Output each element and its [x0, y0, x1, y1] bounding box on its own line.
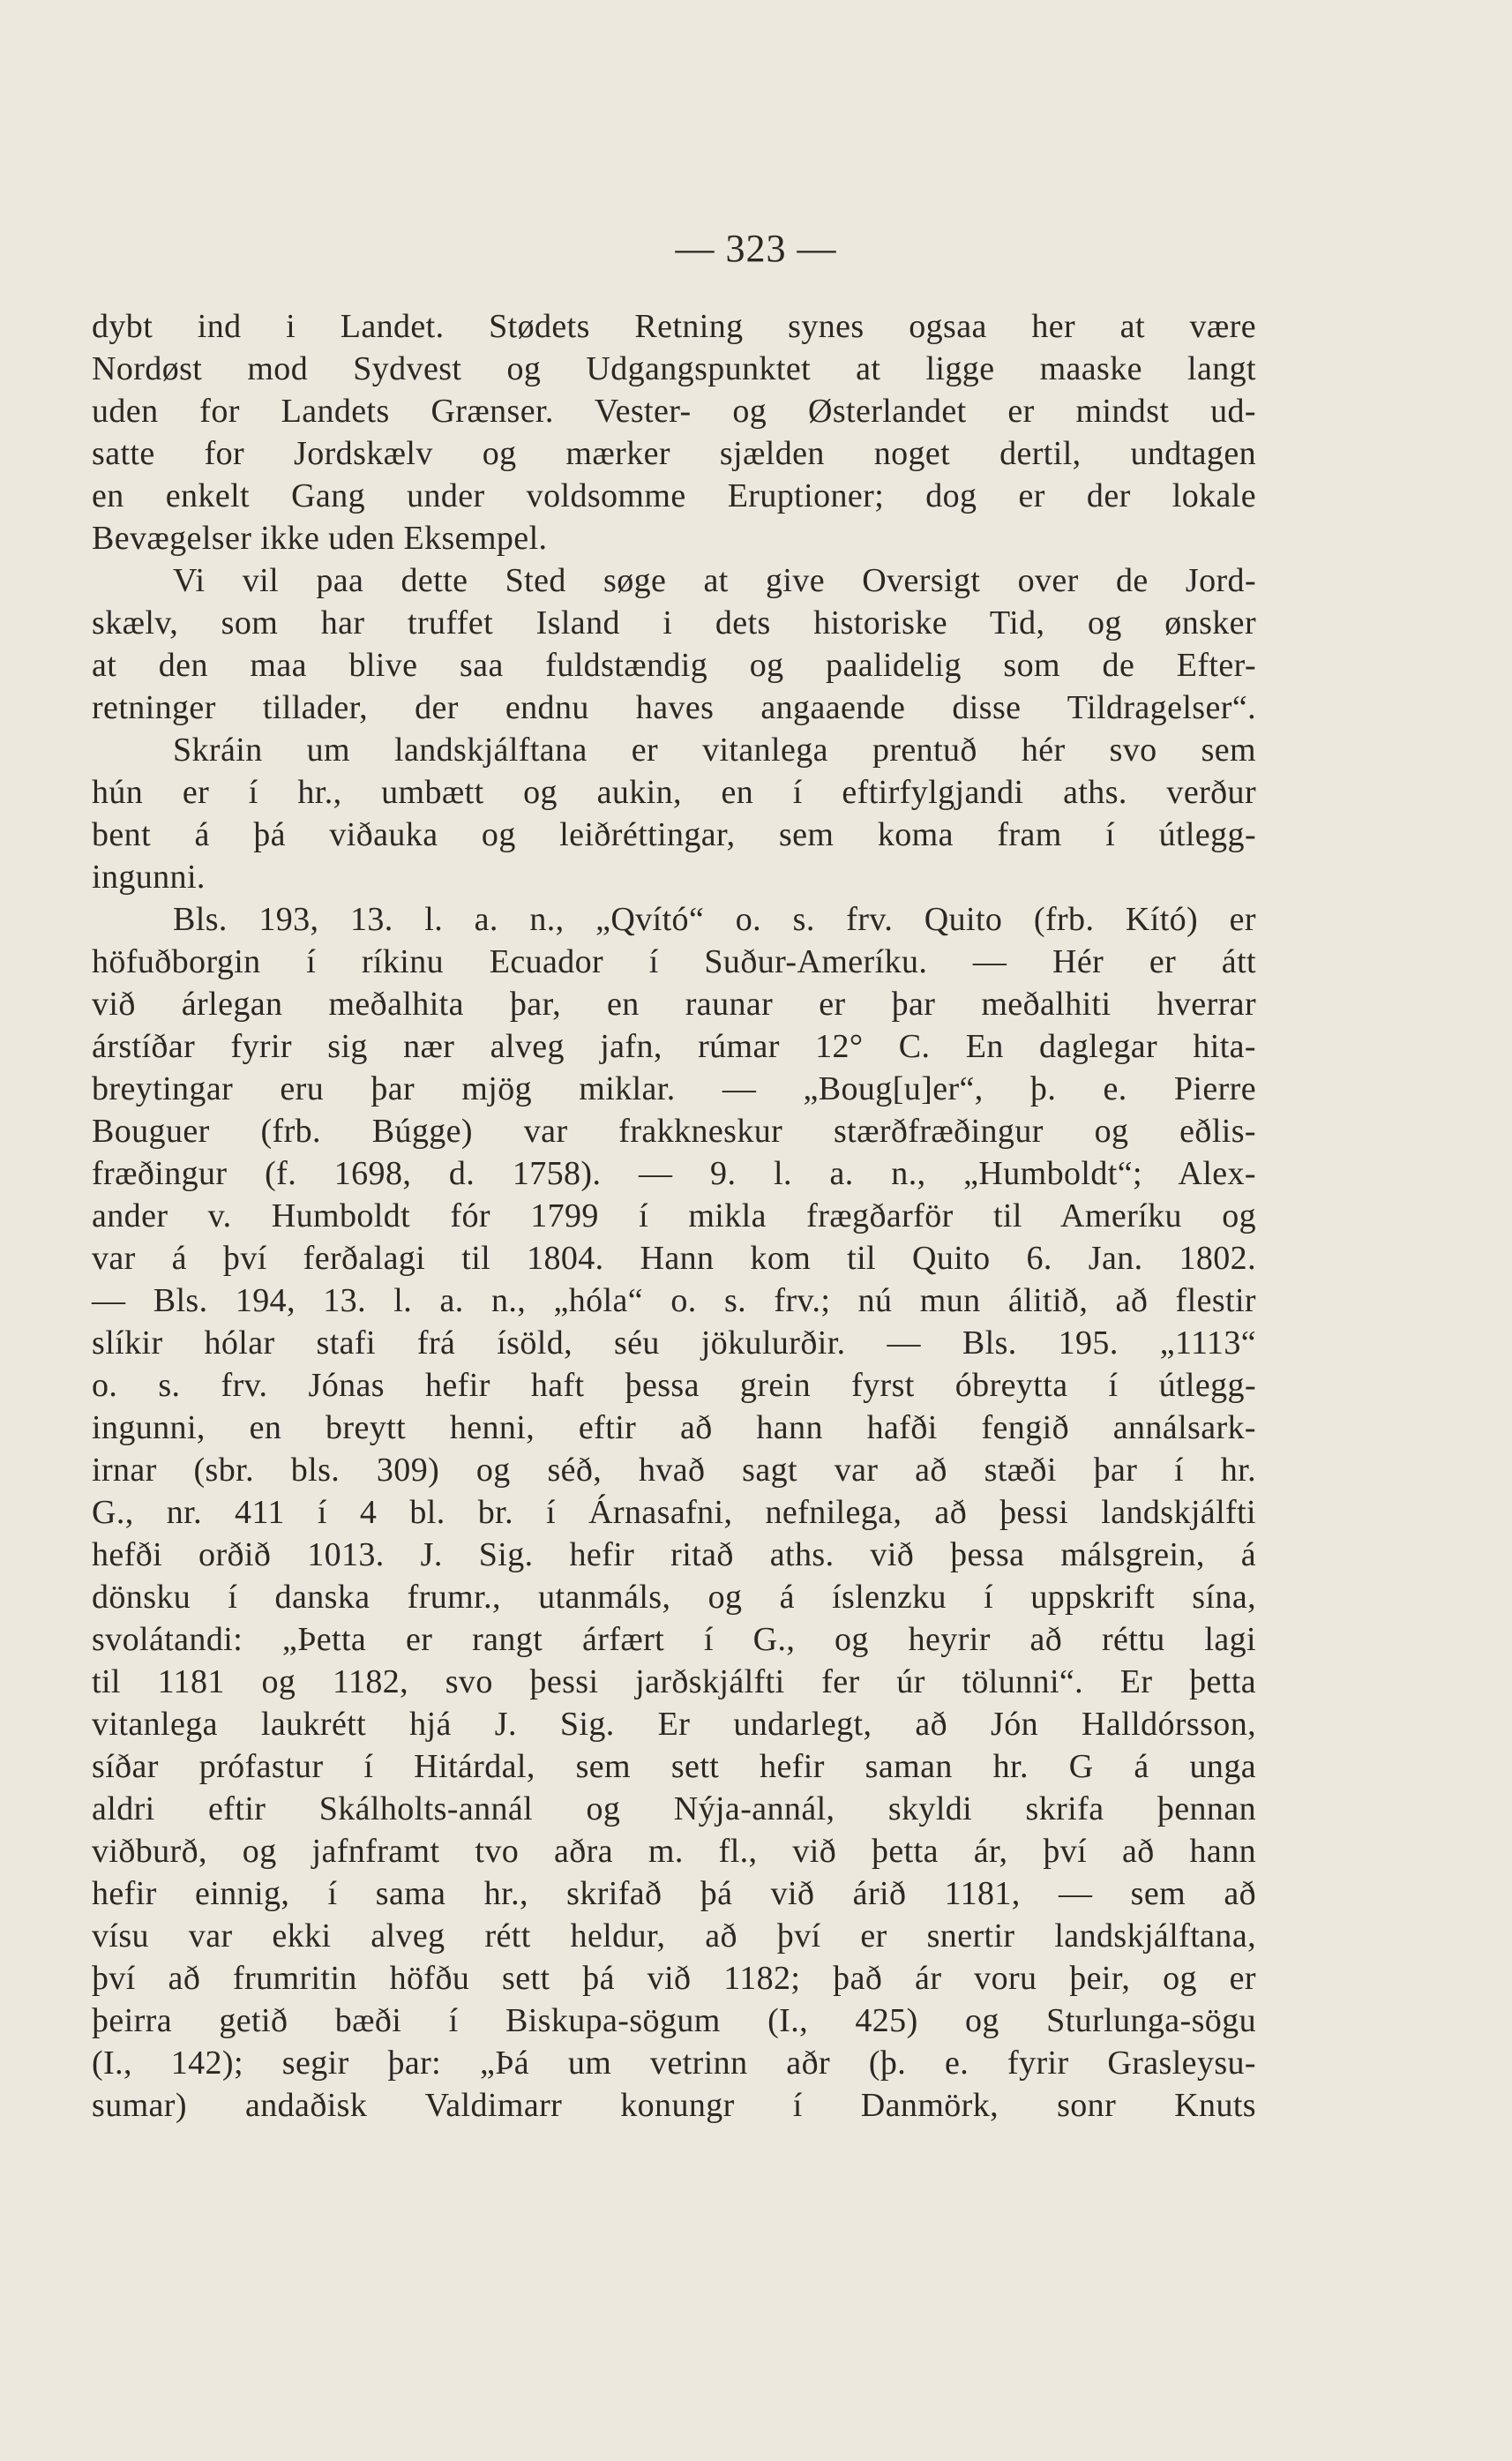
text-line: þeirra getið bæði í Biskupa-sögum (I., 425) og Sturlunga-sögu [92, 2002, 1256, 2039]
text-line: hefði orðið 1013. J. Sig. hefir ritað aths. við þessa málsgrein, á [92, 1536, 1256, 1573]
text-line: sumar) andaðisk Valdimarr konungr í Danmörk, sonr Knuts [92, 2087, 1256, 2124]
text-line: ingunni, en breytt henni, eftir að hann hafði fengið annálsark- [92, 1409, 1256, 1446]
text-line: satte for Jordskælv og mærker sjælden noget dertil, undtagen [92, 435, 1256, 472]
text-line: fræðingur (f. 1698, d. 1758). — 9. l. a. n., „Humboldt“; Alex- [92, 1155, 1256, 1192]
text-line: Nordøst mod Sydvest og Udgangspunktet at ligge maaske langt [92, 350, 1256, 387]
text-line: hún er í hr., umbætt og aukin, en í eftirfylgjandi aths. verður [92, 774, 1256, 811]
text-line: Skráin um landskjálftana er vitanlega prentuð hér svo sem [173, 732, 1256, 769]
body-text [92, 305, 1256, 2127]
text-line: Bls. 193, 13. l. a. n., „Qvító“ o. s. frv. Quito (frb. Kító) er [173, 901, 1256, 938]
text-line: til 1181 og 1182, svo þessi jarðskjálfti fer úr tölunni“. Er þetta [92, 1663, 1256, 1700]
text-line: vísu var ekki alveg rétt heldur, að því er snertir landskjálftana, [92, 1917, 1256, 1955]
text-line: höfuðborgin í ríkinu Ecuador í Suður-Ameríku. — Hér er átt [92, 943, 1256, 980]
text-line: o. s. frv. Jónas hefir haft þessa grein fyrst óbreytta í útlegg- [92, 1367, 1256, 1404]
text-line: svolátandi: „Þetta er rangt árfært í G., og heyrir að réttu lagi [92, 1621, 1256, 1658]
text-line: aldri eftir Skálholts-annál og Nýja-annál, skyldi skrifa þennan [92, 1790, 1256, 1827]
text-line: bent á þá viðauka og leiðréttingar, sem koma fram í útlegg- [92, 816, 1256, 853]
text-line: retninger tillader, der endnu haves angaaende disse Tildragelser“. [92, 689, 1256, 726]
text-line: at den maa blive saa fuldstændig og paalidelig som de Efter- [92, 647, 1256, 684]
text-line: því að frumritin höfðu sett þá við 1182; það ár voru þeir, og er [92, 1960, 1256, 1997]
text-line: irnar (sbr. bls. 309) og séð, hvað sagt var að stæði þar í hr. [92, 1452, 1256, 1489]
text-line: vitanlega laukrétt hjá J. Sig. Er undarlegt, að Jón Halldórsson, [92, 1706, 1256, 1743]
text-line: við árlegan meðalhita þar, en raunar er þar meðalhiti hverrar [92, 986, 1256, 1023]
text-line: breytingar eru þar mjög miklar. — „Boug[u]er“, þ. e. Pierre [92, 1070, 1256, 1107]
text-line: skælv, som har truffet Island i dets historiske Tid, og ønsker [92, 604, 1256, 642]
text-line: dybt ind i Landet. Stødets Retning synes ogsaa her at være [92, 308, 1256, 345]
page-number: — 323 — [675, 227, 837, 270]
text-line: dönsku í danska frumr., utanmáls, og á íslenzku í uppskrift sína, [92, 1579, 1256, 1616]
text-line: (I., 142); segir þar: „Þá um vetrinn aðr (þ. e. fyrir Grasleysu- [92, 2045, 1256, 2082]
text-line: slíkir hólar stafi frá ísöld, séu jökulurðir. — Bls. 195. „1113“ [92, 1324, 1256, 1362]
text-line: árstíðar fyrir sig nær alveg jafn, rúmar 12° C. En daglegar hita- [92, 1028, 1256, 1065]
text-line: uden for Landets Grænser. Vester- og Østerlandet er mindst ud- [92, 393, 1256, 430]
text-line: Bevægelser ikke uden Eksempel. [92, 520, 548, 557]
text-line: — Bls. 194, 13. l. a. n., „hóla“ o. s. frv.; nú mun álitið, að flestir [92, 1282, 1256, 1319]
text-line: G., nr. 411 í 4 bl. br. í Árnasafni, nefnilega, að þessi landskjálfti [92, 1494, 1256, 1531]
text-line: en enkelt Gang under voldsomme Eruptioner; dog er der lokale [92, 477, 1256, 514]
text-line: Vi vil paa dette Sted søge at give Oversigt over de Jord- [173, 562, 1256, 599]
text-line: hefir einnig, í sama hr., skrifað þá við árið 1181, — sem að [92, 1875, 1256, 1912]
text-line: síðar prófastur í Hitárdal, sem sett hefir saman hr. G á unga [92, 1748, 1256, 1785]
text-line: ingunni. [92, 859, 206, 896]
text-line: Bouguer (frb. Búgge) var frakkneskur stærðfræðingur og eðlis- [92, 1113, 1256, 1150]
text-line: viðburð, og jafnframt tvo aðra m. fl., við þetta ár, því að hann [92, 1833, 1256, 1870]
text-line: ander v. Humboldt fór 1799 í mikla frægðarför til Ameríku og [92, 1197, 1256, 1234]
text-line: var á því ferðalagi til 1804. Hann kom til Quito 6. Jan. 1802. [92, 1240, 1256, 1277]
